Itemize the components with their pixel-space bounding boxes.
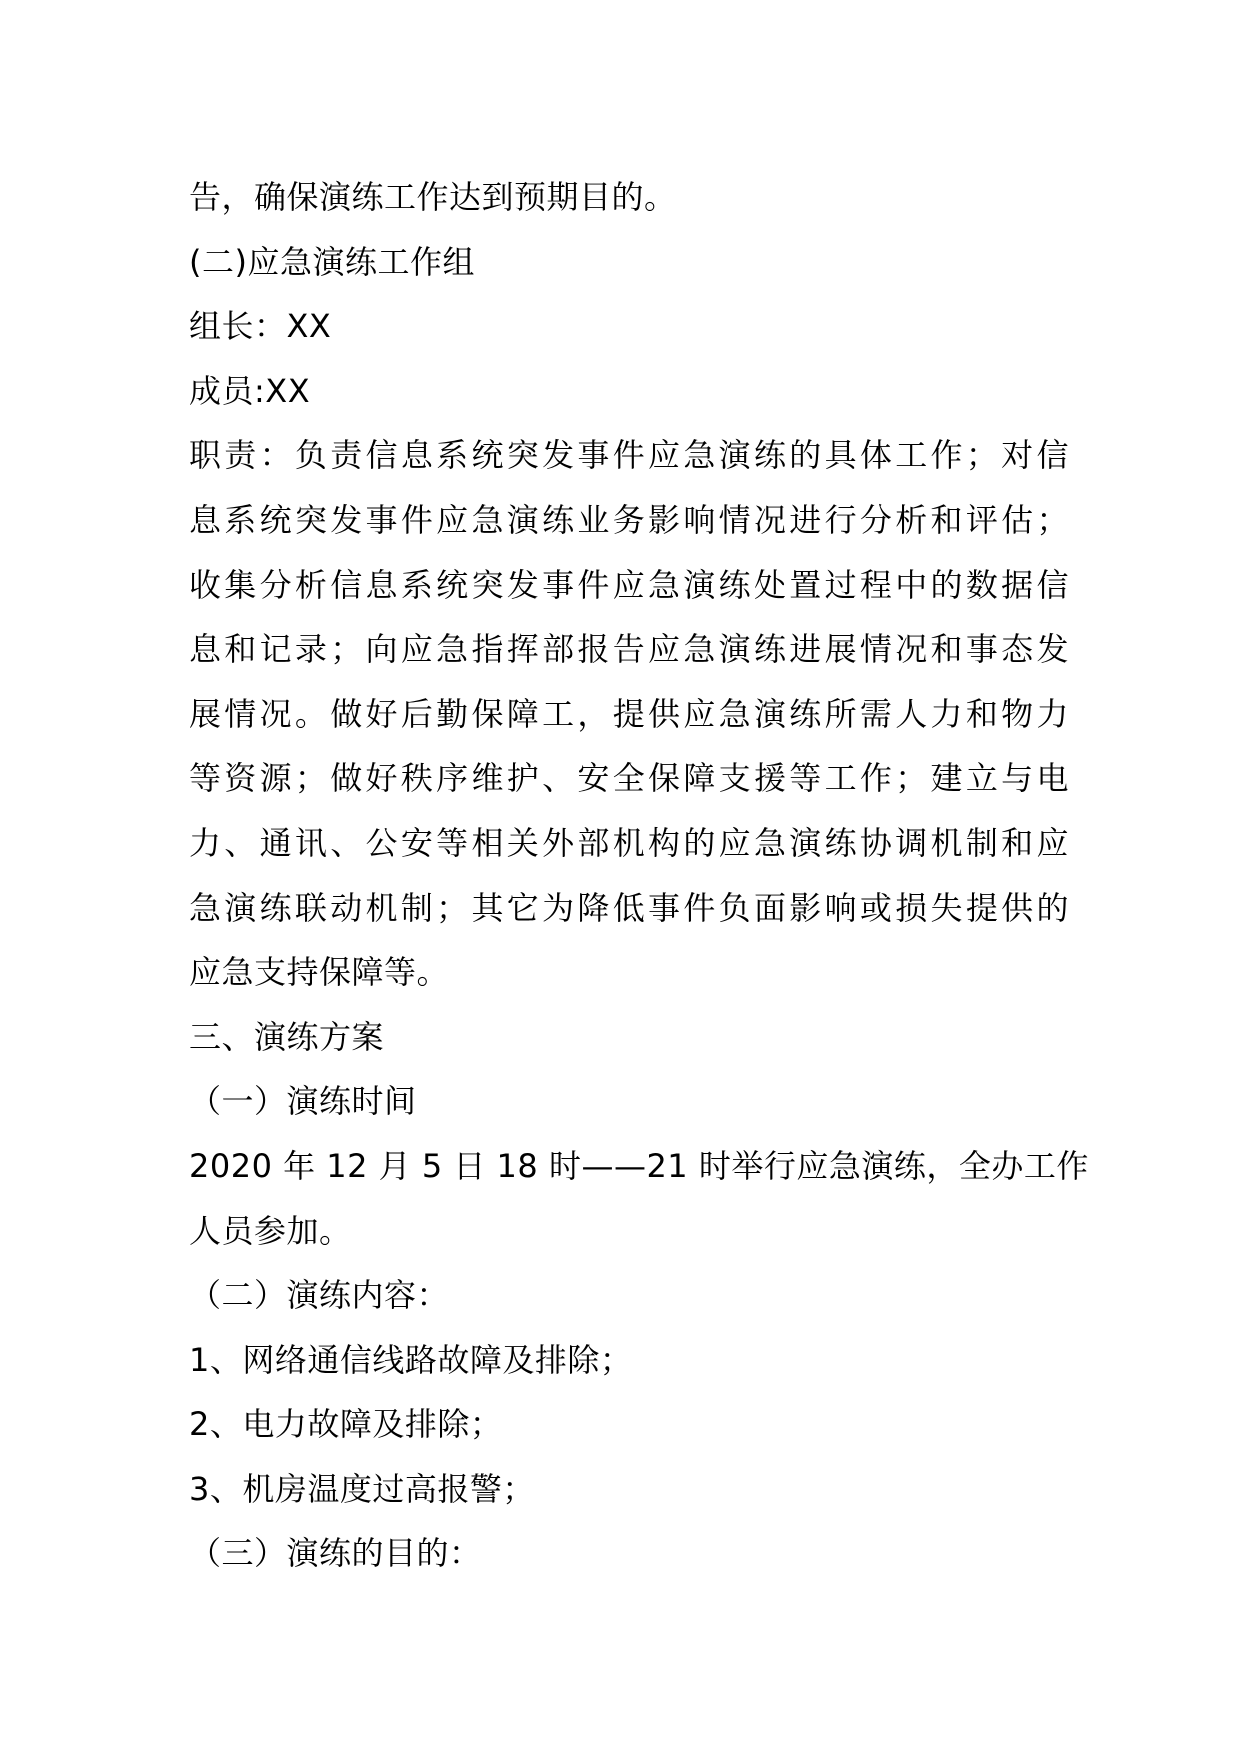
duties-line: 收集分析信息系统突发事件应急演练处置过程中的数据信	[189, 565, 1069, 604]
document-body	[189, 165, 1089, 1586]
section-heading-drill-plan: 三、演练方案	[189, 1017, 385, 1056]
duties-line: 急演练联动机制；其它为降低事件负面影响或损失提供的	[189, 888, 1069, 927]
section-heading-work-group: (二)应急演练工作组	[189, 242, 475, 281]
drill-time-line: 人员参加。	[189, 1211, 352, 1250]
drill-content-item: 3、机房温度过高报警；	[189, 1469, 535, 1508]
duties-line: 息和记录；向应急指挥部报告应急演练进展情况和事态发	[189, 630, 1069, 669]
subheading-drill-purpose: （三）演练的目的：	[189, 1534, 482, 1573]
group-members-line: 成员:XX	[189, 371, 311, 410]
duties-line: 展情况。做好后勤保障工，提供应急演练所需人力和物力	[189, 694, 1069, 733]
duties-line: 等资源；做好秩序维护、安全保障支援等工作；建立与电	[189, 759, 1069, 798]
duties-line: 职责：负责信息系统突发事件应急演练的具体工作；对信	[189, 436, 1069, 475]
drill-content-item: 1、网络通信线路故障及排除；	[189, 1340, 633, 1379]
duties-line: 力、通讯、公安等相关外部机构的应急演练协调机制和应	[189, 823, 1069, 862]
drill-content-item: 2、电力故障及排除；	[189, 1405, 503, 1444]
group-leader-line: 组长：XX	[189, 307, 332, 346]
drill-time-line: 2020 年 12 月 5 日 18 时——21 时举行应急演练，全办工作	[189, 1146, 1089, 1185]
subheading-drill-content: （二）演练内容：	[189, 1276, 450, 1315]
duties-line: 息系统突发事件应急演练业务影响情况进行分析和评估；	[189, 500, 1069, 539]
duties-line: 应急支持保障等。	[189, 953, 450, 992]
paragraph-line: 告，确保演练工作达到预期目的。	[189, 178, 677, 216]
subheading-drill-time: （一）演练时间	[189, 1082, 417, 1121]
